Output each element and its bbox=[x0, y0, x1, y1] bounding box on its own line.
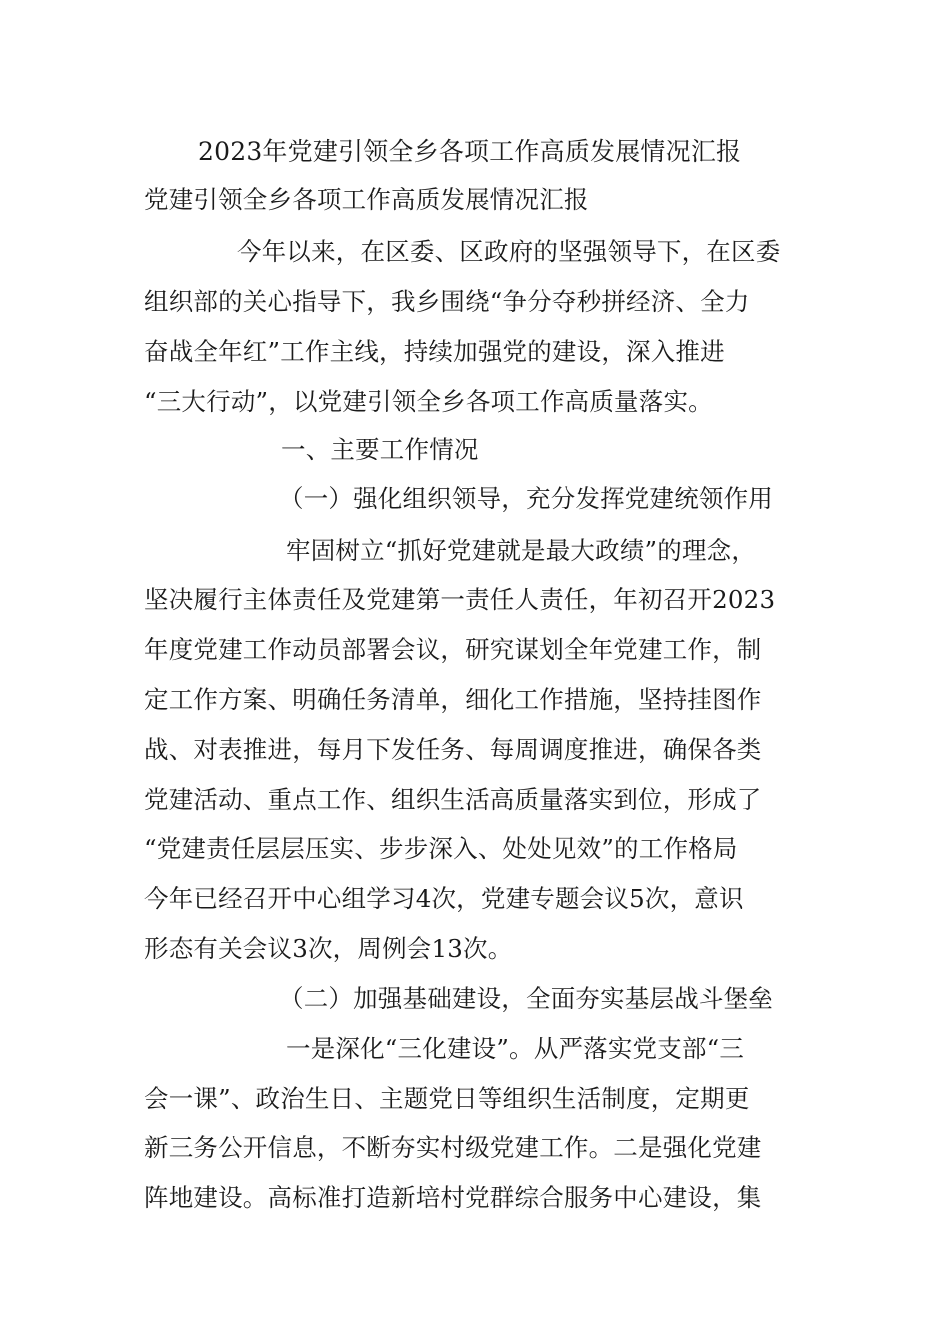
document-subtitle: 党建引领全乡各项工作高质发展情况汇报 bbox=[144, 185, 589, 214]
paragraph-line: 定工作方案、明确任务清单，细化工作措施，坚持挂图作 bbox=[144, 685, 762, 714]
intro-paragraph-line: 奋战全年红”工作主线，持续加强党的建设，深入推进 bbox=[144, 337, 725, 366]
paragraph-line: “党建责任层层压实、步步深入、处处见效”的工作格局 bbox=[144, 834, 738, 863]
section-heading: 一、主要工作情况 bbox=[281, 435, 479, 464]
paragraph-line: 牢固树立“抓好党建就是最大政绩”的理念， bbox=[286, 536, 757, 565]
paragraph-line: 形态有关会议3次，周例会13次。 bbox=[144, 934, 513, 963]
paragraph-line: 一是深化“三化建设”。从严落实党支部“三 bbox=[286, 1034, 745, 1063]
subsection-heading: （二）加强基础建设，全面夯实基层战斗堡垒 bbox=[279, 984, 773, 1013]
intro-paragraph-line: 组织部的关心指导下，我乡围绕“争分夺秒拼经济、全力 bbox=[144, 287, 750, 316]
paragraph-line: 会一课”、政治生日、主题党日等组织生活制度，定期更 bbox=[144, 1084, 750, 1113]
intro-paragraph-line: “三大行动”，以党建引领全乡各项工作高质量落实。 bbox=[144, 387, 713, 416]
intro-paragraph-line: 今年以来，在区委、区政府的坚强领导下，在区委 bbox=[237, 237, 781, 266]
paragraph-line: 阵地建设。高标准打造新培村党群综合服务中心建设，集 bbox=[144, 1183, 762, 1212]
paragraph-line: 党建活动、重点工作、组织生活高质量落实到位，形成了 bbox=[144, 785, 762, 814]
paragraph-line: 今年已经召开中心组学习4次，党建专题会议5次，意识 bbox=[144, 884, 744, 913]
paragraph-line: 年度党建工作动员部署会议，研究谋划全年党建工作，制 bbox=[144, 635, 762, 664]
subsection-heading: （一）强化组织领导，充分发挥党建统领作用 bbox=[279, 484, 773, 513]
paragraph-line: 战、对表推进，每月下发任务、每周调度推进，确保各类 bbox=[144, 735, 762, 764]
document-title: 2023年党建引领全乡各项工作高质发展情况汇报 bbox=[198, 137, 742, 166]
paragraph-line: 坚决履行主体责任及党建第一责任人责任，年初召开2023 bbox=[144, 585, 776, 614]
paragraph-line: 新三务公开信息，不断夯实村级党建工作。二是强化党建 bbox=[144, 1133, 762, 1162]
